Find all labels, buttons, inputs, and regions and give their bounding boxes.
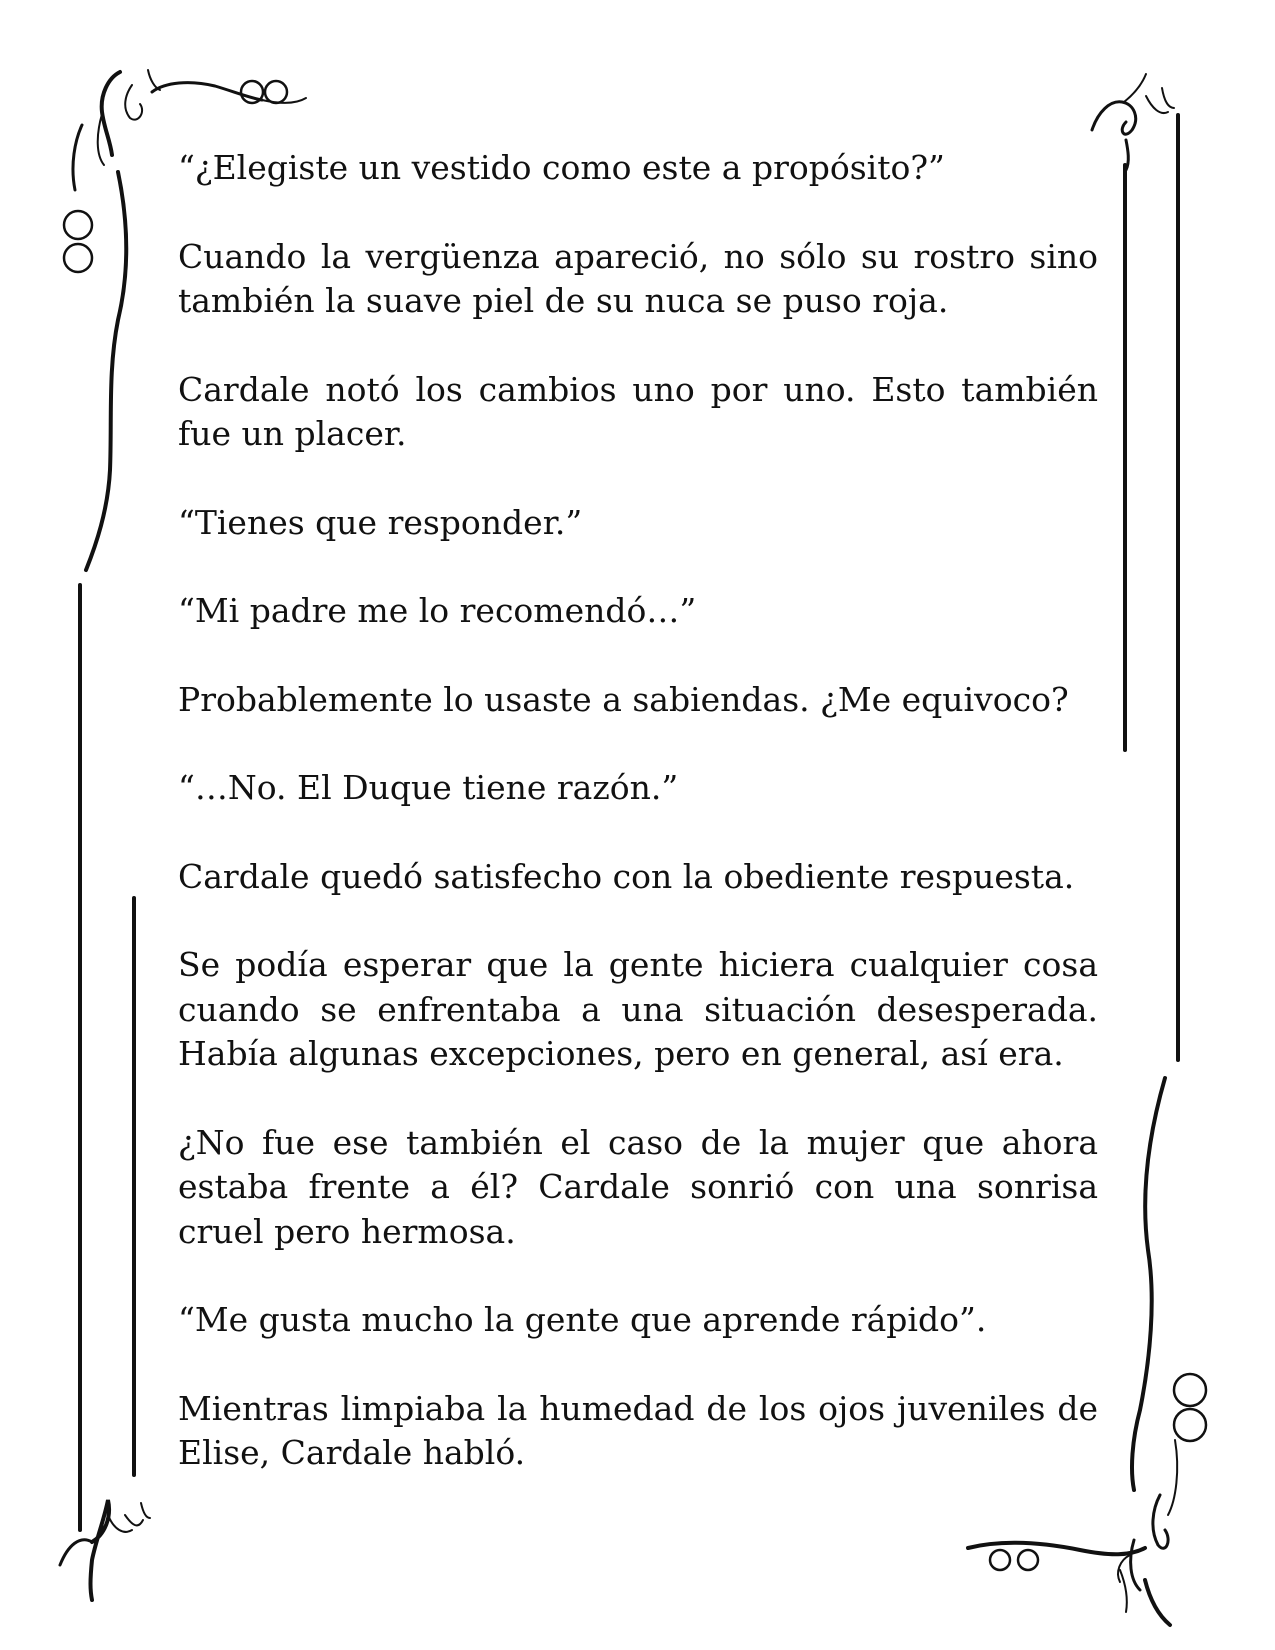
paragraph: “Me gusta mucho la gente que aprende rápido”. (178, 1300, 987, 1339)
bottom-left-flourish-icon (60, 1500, 150, 1600)
paragraph: “¿Elegiste un vestido como este a propósito?” (178, 148, 945, 187)
story-text (178, 146, 1098, 1476)
paragraph: Cardale notó los cambios uno por uno. Esto también fue un placer. (178, 369, 1098, 453)
paragraph: ¿No fue ese también el caso de la mujer que ahora estaba frente a él? Cardale sonrió con una sonrisa cruel pero hermosa. (178, 1122, 1098, 1251)
paragraph: “…No. El Duque tiene razón.” (178, 768, 679, 807)
top-right-flourish-icon (1092, 74, 1174, 170)
paragraph: Cardale quedó satisfecho con la obediente respuesta. (178, 856, 1075, 896)
paragraph: Probablemente lo usaste a sabiendas. ¿Me equivoco? (178, 679, 1069, 719)
paragraph: Mientras limpiaba la humedad de los ojos juveniles de Elise, Cardale habló. (178, 1388, 1098, 1472)
paragraph: “Tienes que responder.” (178, 502, 583, 542)
paragraph: “Mi padre me lo recomendó…” (178, 591, 697, 630)
paragraph: Se podía esperar que la gente hiciera cualquier cosa cuando se enfrentaba a una situación desesperada. Había algunas excepciones, pero en general, así era. (178, 945, 1098, 1073)
paragraph: Cuando la vergüenza apareció, no sólo su rostro sino también la suave piel de su nuca se puso roja. (178, 236, 1098, 320)
